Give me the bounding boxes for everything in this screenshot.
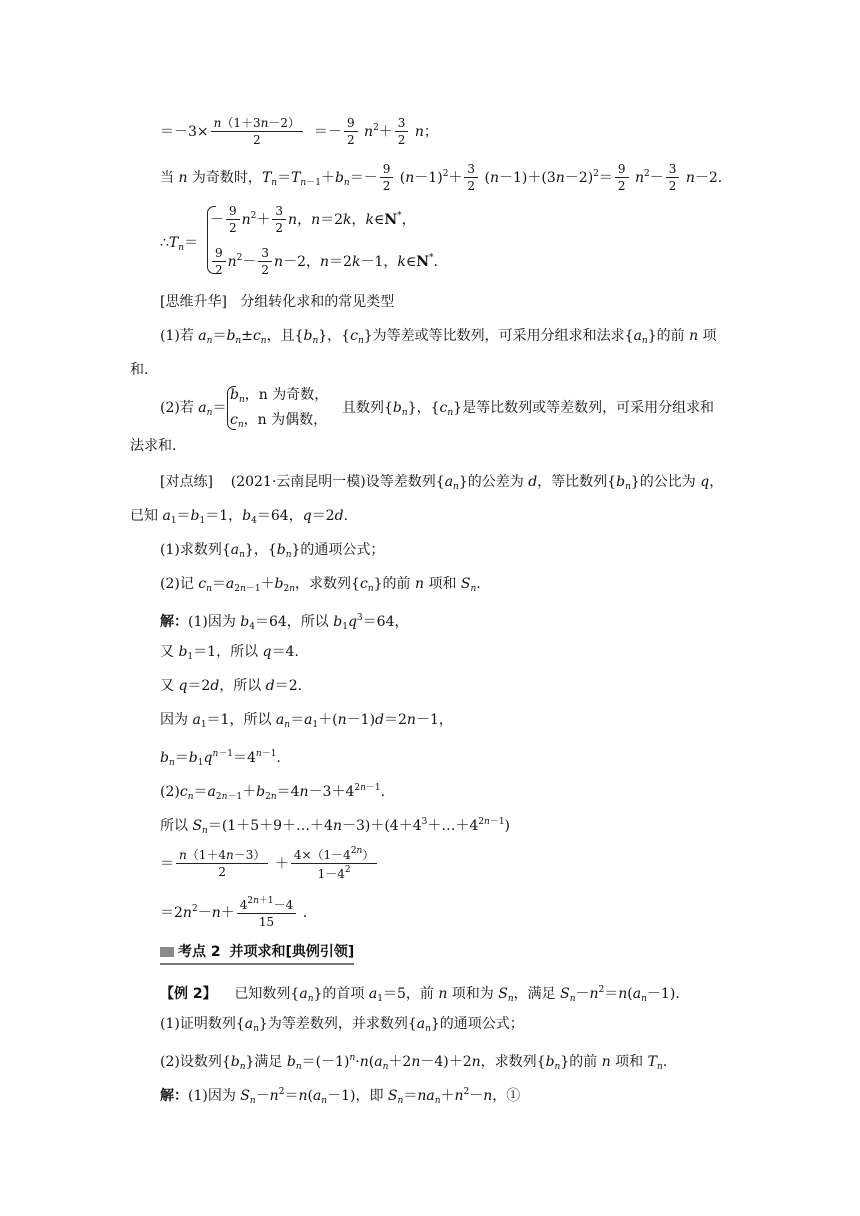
practice-q1: (1)求数列$\{a_n\}$，$\{b_n\}$的通项公式； (160, 542, 385, 560)
practice-statement: [对点练] (2021·云南昆明一模)设等差数列$\{a_n\}$的公差为 d，等比数列$\{b_n\}$的公比为 q， (160, 474, 724, 492)
line-1-equation: ＝－3× $\frac{n(1+3n-2)}{2}$ ＝－ $\frac{9}{2}$ $n^2+$ $\frac{3}{2}$ n； (160, 116, 438, 148)
solution-line-3: 又 q＝2d，所以 d＝2. (160, 678, 303, 694)
think-item-2-tail: 且数列$\{b_n\}$，$\{c_n\}$是等比数列或等差数列，可采用分组求和 (342, 400, 715, 418)
solution-line-4: 因为 $a_1=1$，所以 $a_n=a_1+(n-1)d=2n-1$， (160, 712, 453, 730)
example-2-q1: (1)证明数列$\{a_n\}$为等差数列，并求数列$\{a_n\}$的通项公式； (160, 1016, 524, 1034)
solution-line-2: 又 $b_1=1$，所以 q＝4. (160, 644, 299, 662)
piecewise-case-1: － $\frac{9}{2}$ $n^2+$ $\frac{3}{2}$ n，n＝2k，k∈N*， (210, 204, 416, 236)
think-item-1: (1)若 $a_n=b_n\pm c_n$，且$\{b_n\}$，$\{c_n\}$为等差或等比数列，可采用分组求和法求$\{a_n\}$的前 n 项 (160, 328, 717, 346)
think-item-2-cont: 法求和. (130, 438, 177, 454)
example-2-statement: 【例 2】 已知数列$\{a_n\}$的首项 $a_1=5$，前 n 项和为 $S_n$，满足 $S_n-n^2=n(a_n-1)$. (160, 985, 680, 1004)
heading-bar-icon (160, 947, 174, 957)
solution-line-7: 所以 $S_n=(1+5+9+\dots+4n-3)+(4+4^3+\dots+4^{2n-1})$ (160, 817, 511, 836)
fraction: $\frac{n(1+3n-2)}{2}$ (211, 116, 303, 148)
think-heading: [思维升华] 分组转化求和的常见类型 (160, 294, 395, 310)
think-item-2: (2)若 $a_n=$ (160, 400, 227, 418)
solution-line-6: $(2)c_n=a_{2n-1}+b_{2n}=4n-3+4^{2n-1}$. (160, 783, 386, 802)
line-2-odd-case: 当 n 为奇数时，$T_n=T_{n-1}+b_n=-$ $\frac{9}{2}$ $(n-1)^2+$ $\frac{3}{2}$ $(n-1)+(3n-2)^2=$ $\frac{9}{2}$ $n^2-$ $\frac{3}{2}$ n－2. (160, 162, 723, 194)
think-item-1-cont: 和. (130, 362, 149, 378)
solution-line-5: $b_n=b_1q^{n-1}=4^{n-1}$. (160, 749, 281, 768)
piecewise-case-2: $\frac{9}{2}$ $n^2-$ $\frac{3}{2}$ n－2，n＝2k－1，k∈N*. (210, 246, 438, 278)
piecewise-label: $\therefore T_n=$ (160, 235, 199, 253)
section-heading-kaodian-2: 考点 2 并项求和[典例引领] (160, 942, 354, 965)
think-case-even: $c_n$，n 为偶数， (230, 412, 328, 430)
practice-q2: (2)记 $c_n=a_{2n-1}+b_{2n}$，求数列$\{c_n\}$的前 n 项和 $S_n$. (160, 576, 481, 594)
solution-line-1: 解：(1)因为 $b_4=64$，所以 $b_1q^3=64$， (160, 613, 409, 632)
example-2-q2: (2)设数列$\{b_n\}$满足 $b_n=(-1)^n\cdot n(a_n+2n-4)+2n$，求数列$\{b_n\}$的前 n 项和 $T_n$. (160, 1053, 668, 1072)
solution-line-8: ＝ $\frac{n(1+4n-3)}{2}$ ＋ $\frac{4\times(1-4^{2n})}{1-4^2}$ (160, 846, 379, 882)
solution-line-9: $=2n^2-n+$ $\frac{4^{2n+1}-4}{15}$ . (160, 896, 308, 930)
practice-given: 已知 $a_1=b_1=1$，$b_4=64$，q＝2d. (130, 508, 349, 526)
think-case-odd: $b_n$，n 为奇数， (230, 387, 329, 405)
example-2-solution: 解：(1)因为 $S_n-n^2=n(a_n-1)$，即 $S_n=na_n+n^2-n$，① (160, 1087, 521, 1106)
